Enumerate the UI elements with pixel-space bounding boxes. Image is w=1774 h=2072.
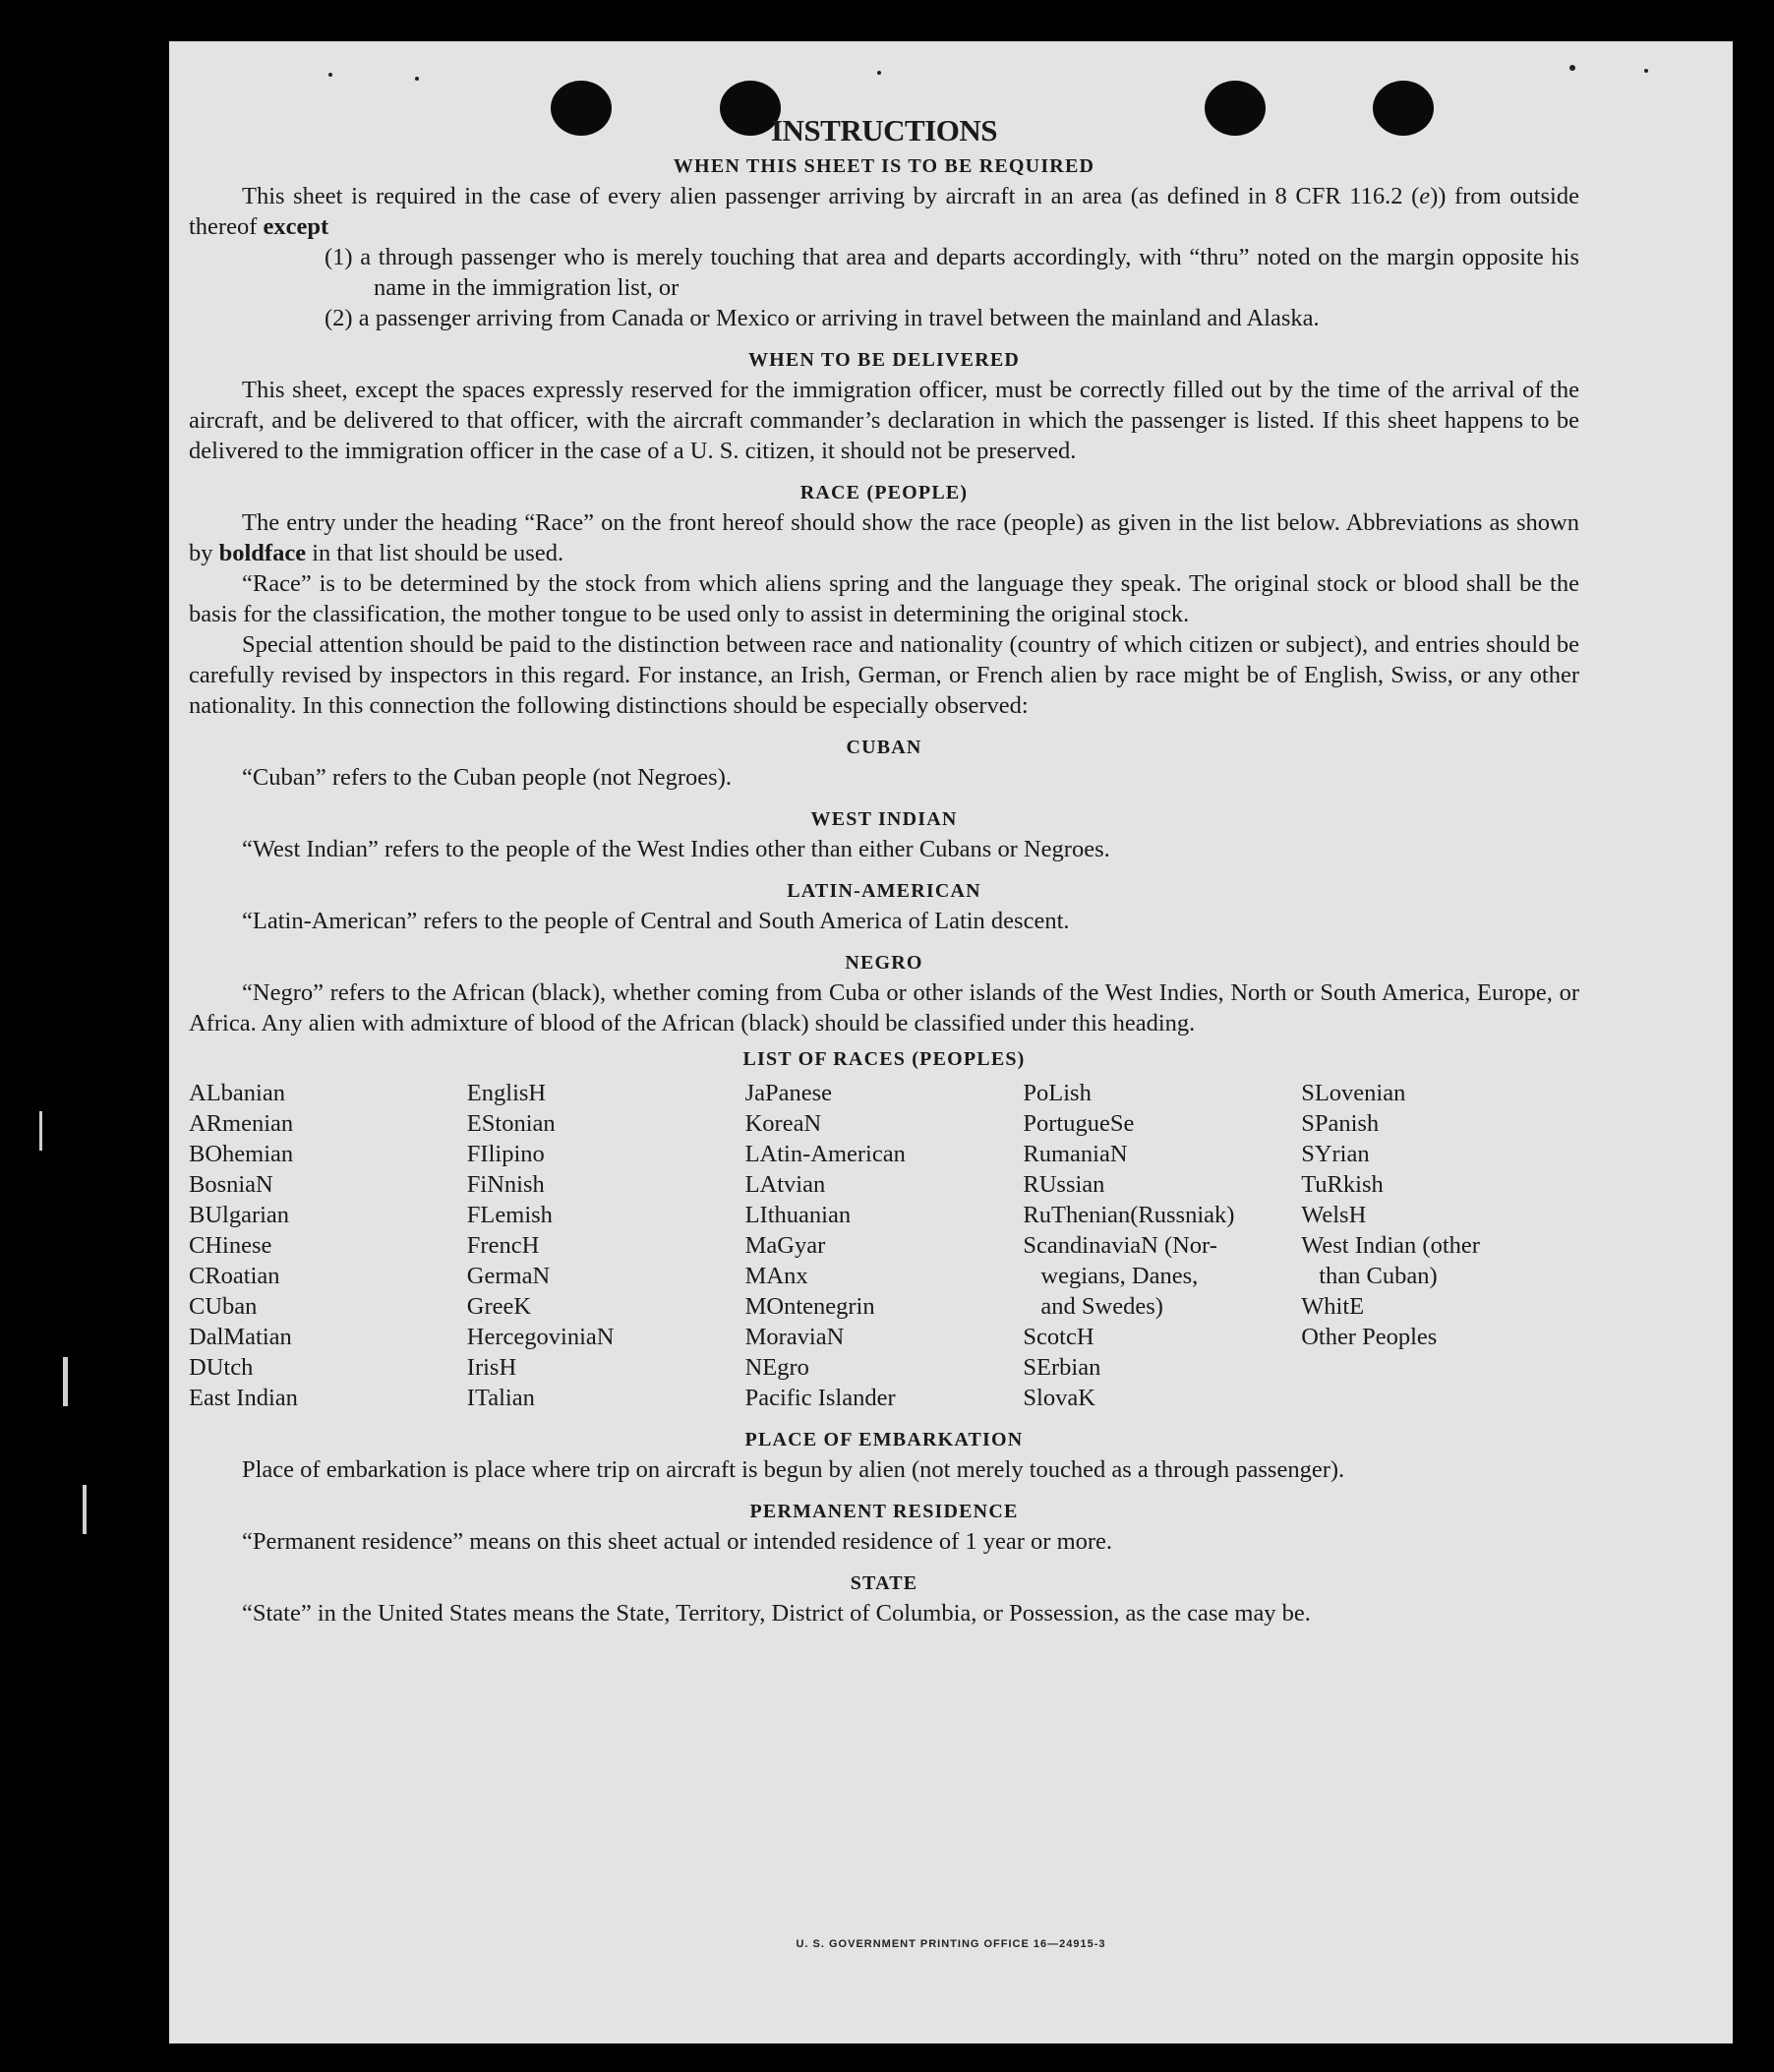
list-item: (1) a through passenger who is merely touching that area and departs accordingly, with “thru” noted on the margin opposite his name in the immigration list, or [325,244,1579,301]
race-entry: BosniaN [189,1171,273,1198]
section-heading: WHEN TO BE DELIVERED [747,349,1021,371]
race-entry: than Cuban) [1319,1263,1438,1289]
race-entry: RuThenian(Russniak) [1023,1202,1235,1228]
race-entry: MoraviaN [744,1324,845,1350]
race-entry: NEgro [744,1354,809,1381]
race-entry: RUssian [1023,1171,1105,1198]
paragraph: This sheet, except the spaces expressly reserved for the immigration officer, must be correctly filled out by the time of the arrival of the aircraft, and be delivered to that officer, with the aircraft commander’s declaration in which the passenger is listed. If this sheet happens to be delivered to the immigration officer in the case of a U. S. citizen, it should not be preserved. [189,377,1579,464]
race-entry: EnglisH [466,1080,547,1106]
race-entry: CRoatian [189,1263,280,1289]
printer-imprint: U. S. GOVERNMENT PRINTING OFFICE 16—24915-3 [796,1938,1106,1950]
section-heading: PLACE OF EMBARKATION [744,1429,1024,1450]
race-entry: ITalian [466,1385,535,1411]
race-entry: ARmenian [189,1110,294,1137]
race-entry: Other Peoples [1301,1324,1438,1350]
race-entry: CUban [189,1293,258,1320]
race-entry: SErbian [1023,1354,1101,1381]
race-entry: MaGyar [744,1232,826,1259]
race-entry: FIlipino [466,1141,545,1167]
race-entry: SlovaK [1023,1385,1095,1411]
section-heading: NEGRO [845,952,923,974]
race-entry: LIthuanian [744,1202,852,1228]
section-heading: PERMANENT RESIDENCE [749,1501,1019,1522]
race-entry: BOhemian [189,1141,294,1167]
race-entry: HercegoviniaN [466,1324,615,1350]
race-entry: ScandinaviaN (Nor- [1023,1232,1217,1259]
race-entry: CHinese [189,1232,272,1259]
paragraph: This sheet is required in the case of every alien passenger arriving by aircraft in an area (as defined in 8 CFR 116.2 (e)) from outside thereof except [189,183,1579,240]
scan-artifact [39,1111,42,1151]
speck [1569,65,1575,71]
speck [328,73,332,77]
section-heading: STATE [850,1572,918,1594]
speck [1644,69,1648,73]
race-entry: SYrian [1301,1141,1370,1167]
paragraph: “Negro” refers to the African (black), whether coming from Cuba or other islands of the West Indies, North or South America, Europe, or Africa. Any alien with admixture of blood of the African (black) should be classified under this heading. [189,979,1579,1036]
race-entry: Pacific Islander [744,1385,896,1411]
race-entry: EStonian [466,1110,556,1137]
section-heading: LATIN-AMERICAN [787,880,981,902]
race-entry: wegians, Danes, [1040,1263,1199,1289]
race-entry: IrisH [466,1354,517,1381]
race-entry: PoLish [1023,1080,1092,1106]
section-heading: WEST INDIAN [810,808,958,830]
document-body [189,114,1579,1628]
race-entry: SLovenian [1301,1080,1406,1106]
document-page [169,41,1733,2043]
race-entry: LAtin-American [744,1141,906,1167]
race-entry: TuRkish [1301,1171,1384,1198]
race-entry: RumaniaN [1023,1141,1128,1167]
race-column [745,1078,1024,1413]
race-entry: DalMatian [189,1324,292,1350]
race-entry: FrencH [466,1232,540,1259]
paragraph: “Permanent residence” means on this sheet actual or intended residence of 1 year or more. [242,1528,1113,1555]
paragraph: “Cuban” refers to the Cuban people (not Negroes). [242,764,732,791]
paragraph: “Race” is to be determined by the stock from which aliens spring and the language they speak. The original stock or blood shall be the basis for the classification, the mother tongue to be used only to assist in determining the original stock. [189,570,1579,627]
speck [877,71,881,75]
race-column [1301,1078,1579,1413]
race-entry: LAtvian [744,1171,826,1198]
paragraph: The entry under the heading “Race” on the front hereof should show the race (people) as given in the list below. Abbreviations as shown by boldface in that list should be used. [189,509,1579,566]
race-list [189,1078,1579,1413]
list-item: (2) a passenger arriving from Canada or Mexico or arriving in travel between the mainland and Alaska. [325,305,1320,331]
race-column [189,1078,467,1413]
race-entry: East Indian [189,1385,298,1411]
paragraph: “Latin-American” refers to the people of Central and South America of Latin descent. [242,908,1070,934]
race-entry: GermaN [466,1263,551,1289]
paragraph: “West Indian” refers to the people of the West Indies other than either Cubans or Negroes. [242,836,1110,862]
race-entry: FLemish [466,1202,553,1228]
race-column [467,1078,745,1413]
race-entry: WhitE [1301,1293,1365,1320]
race-entry: MOntenegrin [744,1293,875,1320]
section-heading: RACE (PEOPLE) [799,482,969,503]
race-entry: SPanish [1301,1110,1380,1137]
scan-artifact [83,1485,87,1534]
race-entry: and Swedes) [1040,1293,1163,1320]
race-entry: MAnx [744,1263,808,1289]
race-entry: JaPanese [744,1080,833,1106]
page-title: INSTRUCTIONS [770,113,997,148]
section-heading: WHEN THIS SHEET IS TO BE REQUIRED [673,155,1095,177]
speck [415,77,419,81]
race-entry: GreeK [466,1293,532,1320]
scan-artifact [63,1357,68,1406]
race-entry: KoreaN [744,1110,822,1137]
race-entry: West Indian (other [1301,1232,1480,1259]
section-heading: CUBAN [846,737,922,758]
race-entry: WelsH [1301,1202,1367,1228]
race-entry: ScotcH [1023,1324,1094,1350]
race-entry: BUlgarian [189,1202,290,1228]
race-column [1023,1078,1301,1413]
race-entry: DUtch [189,1354,254,1381]
paragraph: Place of embarkation is place where trip on aircraft is begun by alien (not merely touched as a through passenger). [242,1456,1345,1483]
section-heading: LIST OF RACES (PEOPLES) [742,1048,1026,1070]
paragraph: Special attention should be paid to the distinction between race and nationality (country of which citizen or subject), and entries should be carefully revised by inspectors in this regard. For instance, an Irish, German, or French alien by race might be of English, Swiss, or any other nationality. In this connection the following distinctions should be especially observed: [189,631,1579,719]
race-entry: FiNnish [466,1171,545,1198]
race-entry: ALbanian [189,1080,285,1106]
race-entry: PortugueSe [1023,1110,1135,1137]
paragraph: “State” in the United States means the State, Territory, District of Columbia, or Possession, as the case may be. [242,1600,1311,1627]
